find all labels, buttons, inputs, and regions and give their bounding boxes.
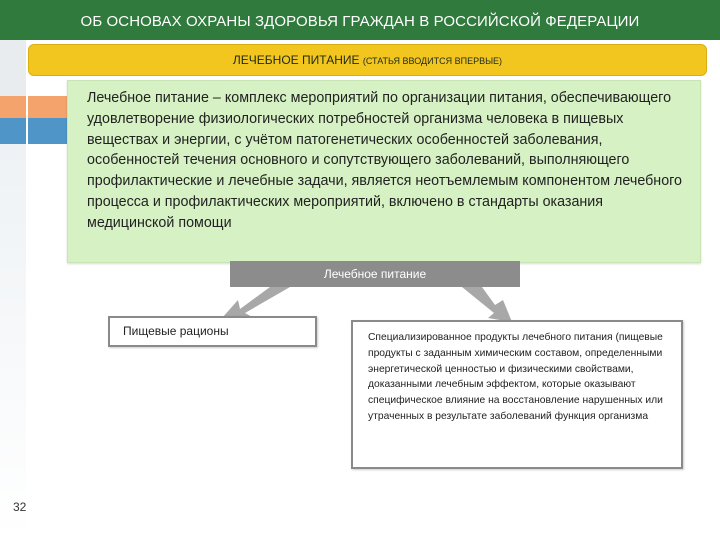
definition-text: Лечебное питание – комплекс мероприятий по организации питания, обеспечивающего удовлетворение физиологических потребностей организма человека в пищевых веществах и энергии, с учётом патогенетических особенностей заболевания, особенностей течения основного и сопутствующего заболеваний, выполняющего профилактические и лечебные задачи, является неотъемлемым компонентом лечебного процесса и профилактических мероприятий, включено в стандарты оказания медицинской помощи [87,90,682,231]
root-node: Лечебное питание [230,261,520,287]
slide-title: ОБ ОСНОВАХ ОХРАНЫ ЗДОРОВЬЯ ГРАЖДАН В РОССИЙСКОЙ ФЕДЕРАЦИИ [80,13,640,30]
left-node-label: Пищевые рационы [123,324,229,338]
arrow-right [462,287,512,322]
right-node-label: Специализированное продукты лечебного питания (пищевые продукты с заданным химическим составом, определенными энергетической ценностью и физическими свойствами, доказанными лечебным эффектом, которые оказывают специфическое влияние на восстановление нарушенных или утраченных в результате заболеваний функция организма [368,332,663,422]
right-node [351,320,683,469]
left-node [108,316,317,347]
page-number: 32 [13,500,27,514]
section-title: ЛЕЧЕБНОЕ ПИТАНИЕ [232,53,360,67]
section-note: (СТАТЬЯ ВВОДИТСЯ ВПЕРВЫЕ) [362,56,503,66]
arrow-left [222,287,290,318]
